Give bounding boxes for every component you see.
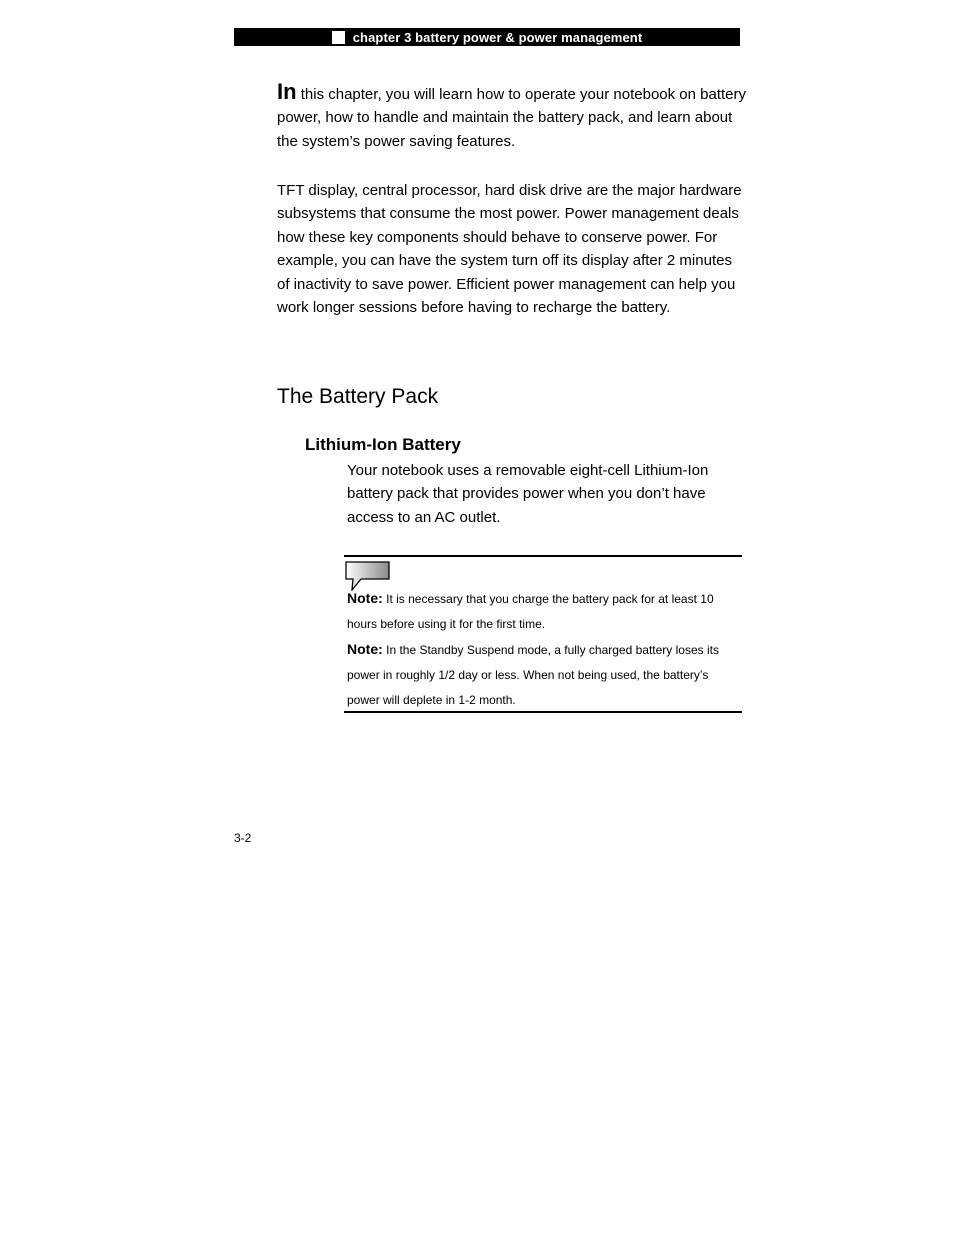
note-label: Note: (347, 590, 383, 606)
note-item (347, 637, 742, 713)
note-text: It is necessary that you charge the battery pack for at least 10 hours before using it for the first time. (347, 592, 714, 631)
note-label: Note: (347, 641, 383, 657)
note-box (344, 555, 742, 713)
subsection-title: Lithium-Ion Battery (305, 435, 461, 454)
chapter-header-bar (234, 28, 740, 46)
note-content (347, 586, 742, 713)
intro-text: this chapter, you will learn how to operate your notebook on battery power, how to handle and maintain the battery pack, and learn about the system’s power saving features. (277, 86, 746, 150)
power-management-paragraph: TFT display, central processor, hard disk drive are the major hardware subsystems that consume the most power. Power management deals how these key components should behave to conserve power. For example, you can have the system turn off its display after 2 minutes of inactivity to save power. Efficient power management can help you work longer sessions before having to recharge the battery. (277, 182, 742, 317)
page-number: 3-2 (234, 831, 252, 845)
header-square-icon (332, 31, 345, 44)
battery-description: Your notebook uses a removable eight-cell Lithium-Ion battery pack that provides power when you don’t have access to an AC outlet. (347, 462, 709, 526)
note-item (347, 586, 742, 637)
section-title: The Battery Pack (277, 385, 439, 408)
intro-dropcap: In (277, 79, 297, 104)
note-text: In the Standby Suspend mode, a fully charged battery loses its power in roughly 1/2 day or less. When not being used, the battery’s power will deplete in 1-2 month. (347, 643, 719, 707)
intro-paragraph (277, 79, 747, 153)
chapter-header-title: chapter 3 battery power & power management (352, 29, 643, 45)
